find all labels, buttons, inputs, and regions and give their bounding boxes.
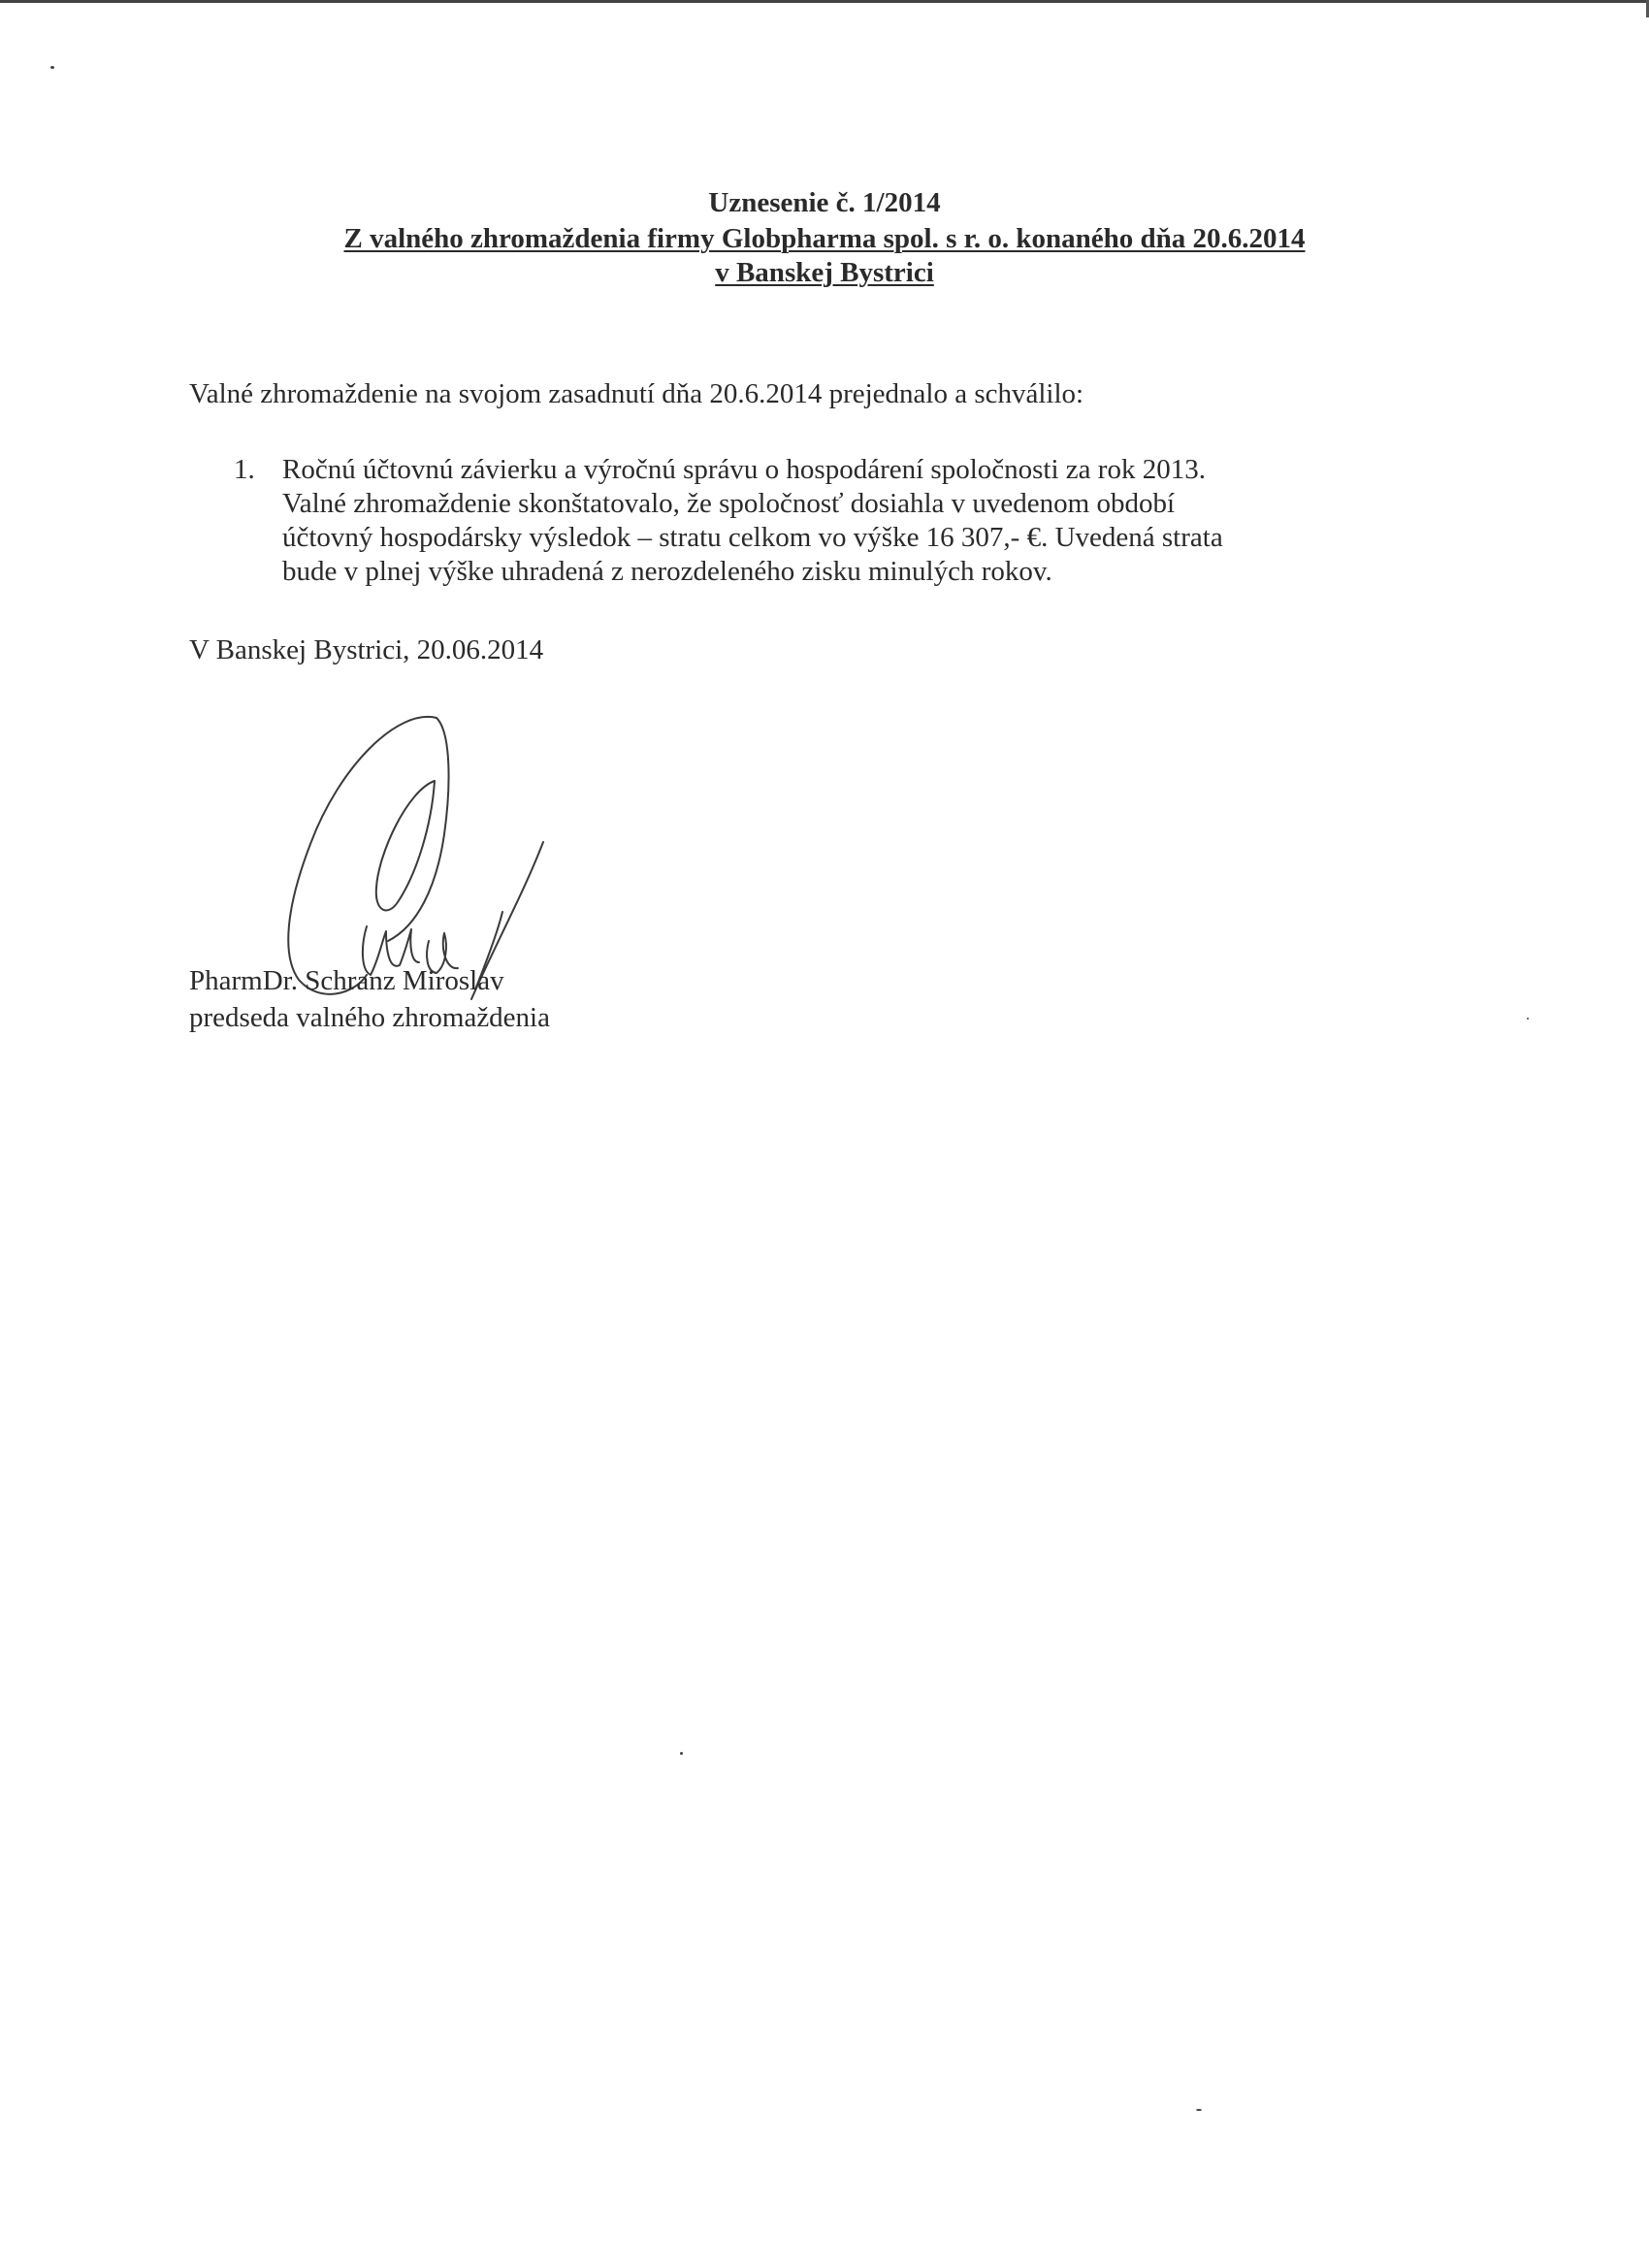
subtitle-line-1: Z valného zhromaždenia firmy Globpharma spol. s r. o. konaného dňa 20.6.2014 — [343, 223, 1306, 254]
scan-speck — [1527, 1018, 1529, 1020]
intro-paragraph: Valné zhromaždenie na svojom zasadnutí dňa 20.6.2014 prejednalo a schválilo: — [189, 378, 1084, 409]
document-subtitle — [0, 222, 1649, 256]
signatory-name: PharmDr. Schranz Miroslav — [189, 965, 504, 996]
scan-speck — [680, 1752, 683, 1755]
list-item-line: účtovný hospodársky výsledok – stratu celkom vo výške 16 307,- €. Uvedená strata — [282, 522, 1223, 553]
list-item-line: Valné zhromaždenie skonštatovalo, že spoločnosť dosiahla v uvedenom období — [282, 488, 1176, 519]
list-item-number: 1. — [234, 454, 255, 485]
scan-speck — [1196, 2109, 1202, 2111]
resolution-list — [234, 453, 1223, 589]
place-and-date: V Banskej Bystrici, 20.06.2014 — [189, 634, 544, 665]
document-location — [0, 256, 1649, 290]
document-title: Uznesenie č. 1/2014 — [708, 187, 941, 218]
scan-speck — [50, 66, 54, 69]
list-item-line: Ročnú účtovnú závierku a výročnú správu o hospodárení spoločnosti za rok 2013. — [282, 454, 1206, 485]
signatory-role: predseda valného zhromaždenia — [189, 1002, 550, 1033]
subtitle-line-2: v Banskej Bystrici — [715, 257, 934, 288]
list-item-line: bude v plnej výške uhradená z nerozdeleného zisku minulých rokov. — [282, 556, 1052, 587]
scan-edge — [0, 0, 1649, 3]
list-item — [234, 453, 1223, 589]
document-header — [0, 186, 1649, 290]
